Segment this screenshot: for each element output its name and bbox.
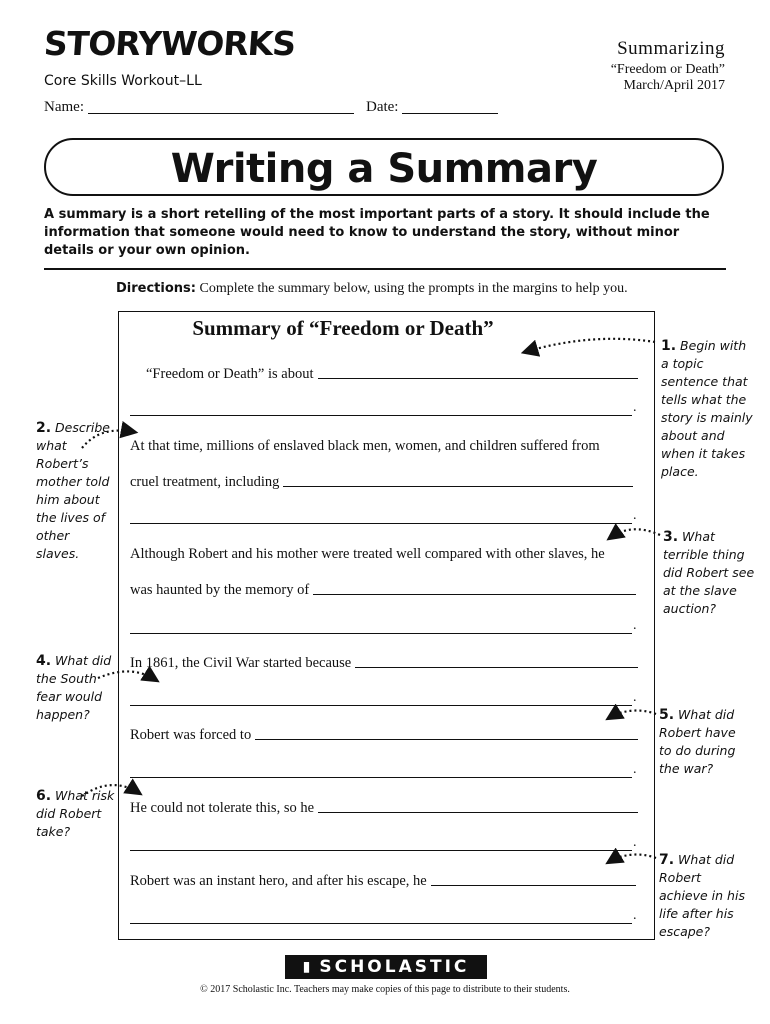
note-text: Begin with a topic sentence that tells what the story is mainly about and when it takes place. [661,338,753,479]
prompt-text: At that time, millions of enslaved black men, women, and children suffered from [130,438,600,454]
prompt-text: cruel treatment, including [130,474,280,490]
note-number: 3. [663,529,679,545]
arrow-note-7 [609,855,656,862]
prompt-text: was haunted by the memory of [130,582,310,598]
story-label: “Freedom or Death” [610,62,725,77]
note-text: Describe what Robert’s mother told him about the lives of other slaves. [36,420,110,561]
arrow-note-4 [98,671,156,680]
name-label: Name: [44,99,84,115]
note-text: What risk did Robert take? [36,788,115,839]
prompt-text: He could not tolerate this, so he [130,800,315,816]
arrow-note-2 [82,431,134,448]
note-number: 1. [661,338,677,354]
note-text: What did the South fear would happen? [36,653,112,722]
summary-title: Summary of “Freedom or Death” [192,316,494,340]
note-number: 5. [659,707,675,723]
publisher-name: SCHOLASTIC [319,957,470,977]
prompt-text: Robert was forced to [130,727,252,743]
date-label: Date: [365,99,399,115]
arrow-note-1 [525,339,655,352]
note-number: 2. [36,420,52,436]
prompt-text: “Freedom or Death” is about [146,366,314,382]
prompt-text: Although Robert and his mother were treated well compared with other slaves, he [130,546,605,562]
issue-label: March/April 2017 [623,78,725,93]
note-text: What did Robert have to do during the war? [659,707,736,776]
skill-label: Summarizing [617,38,725,59]
directions-label: Directions: [116,281,196,296]
arrow-note-3 [610,529,660,538]
arrow-note-6 [82,785,139,796]
worksheet-series: Core Skills Workout–LL [44,73,202,89]
arrow-note-5 [609,711,656,718]
note-text: What did Robert achieve in his life after his escape? [659,852,745,939]
prompt-text: In 1861, the Civil War started because [130,655,352,671]
scholastic-logo [285,955,487,979]
book-icon: ▮ [302,959,314,975]
note-number: 7. [659,852,675,868]
storyworks-logo: STORYWORKS [42,24,297,63]
directions-text: Complete the summary below, using the prompts in the margins to help you. [199,281,628,296]
note-number: 4. [36,653,52,669]
intro-text: A summary is a short retelling of the most important parts of a story. It should include the information that someone would need to know to understand the story, without minor details or your own opinion. [44,207,710,258]
copyright-notice: © 2017 Scholastic Inc. Teachers may make copies of this page to distribute to their students. [200,984,570,995]
page-title: Writing a Summary [170,146,598,192]
prompt-text: Robert was an instant hero, and after his escape, he [130,873,427,889]
note-number: 6. [36,788,52,804]
note-text: What terrible thing did Robert see at the slave auction? [663,529,755,616]
